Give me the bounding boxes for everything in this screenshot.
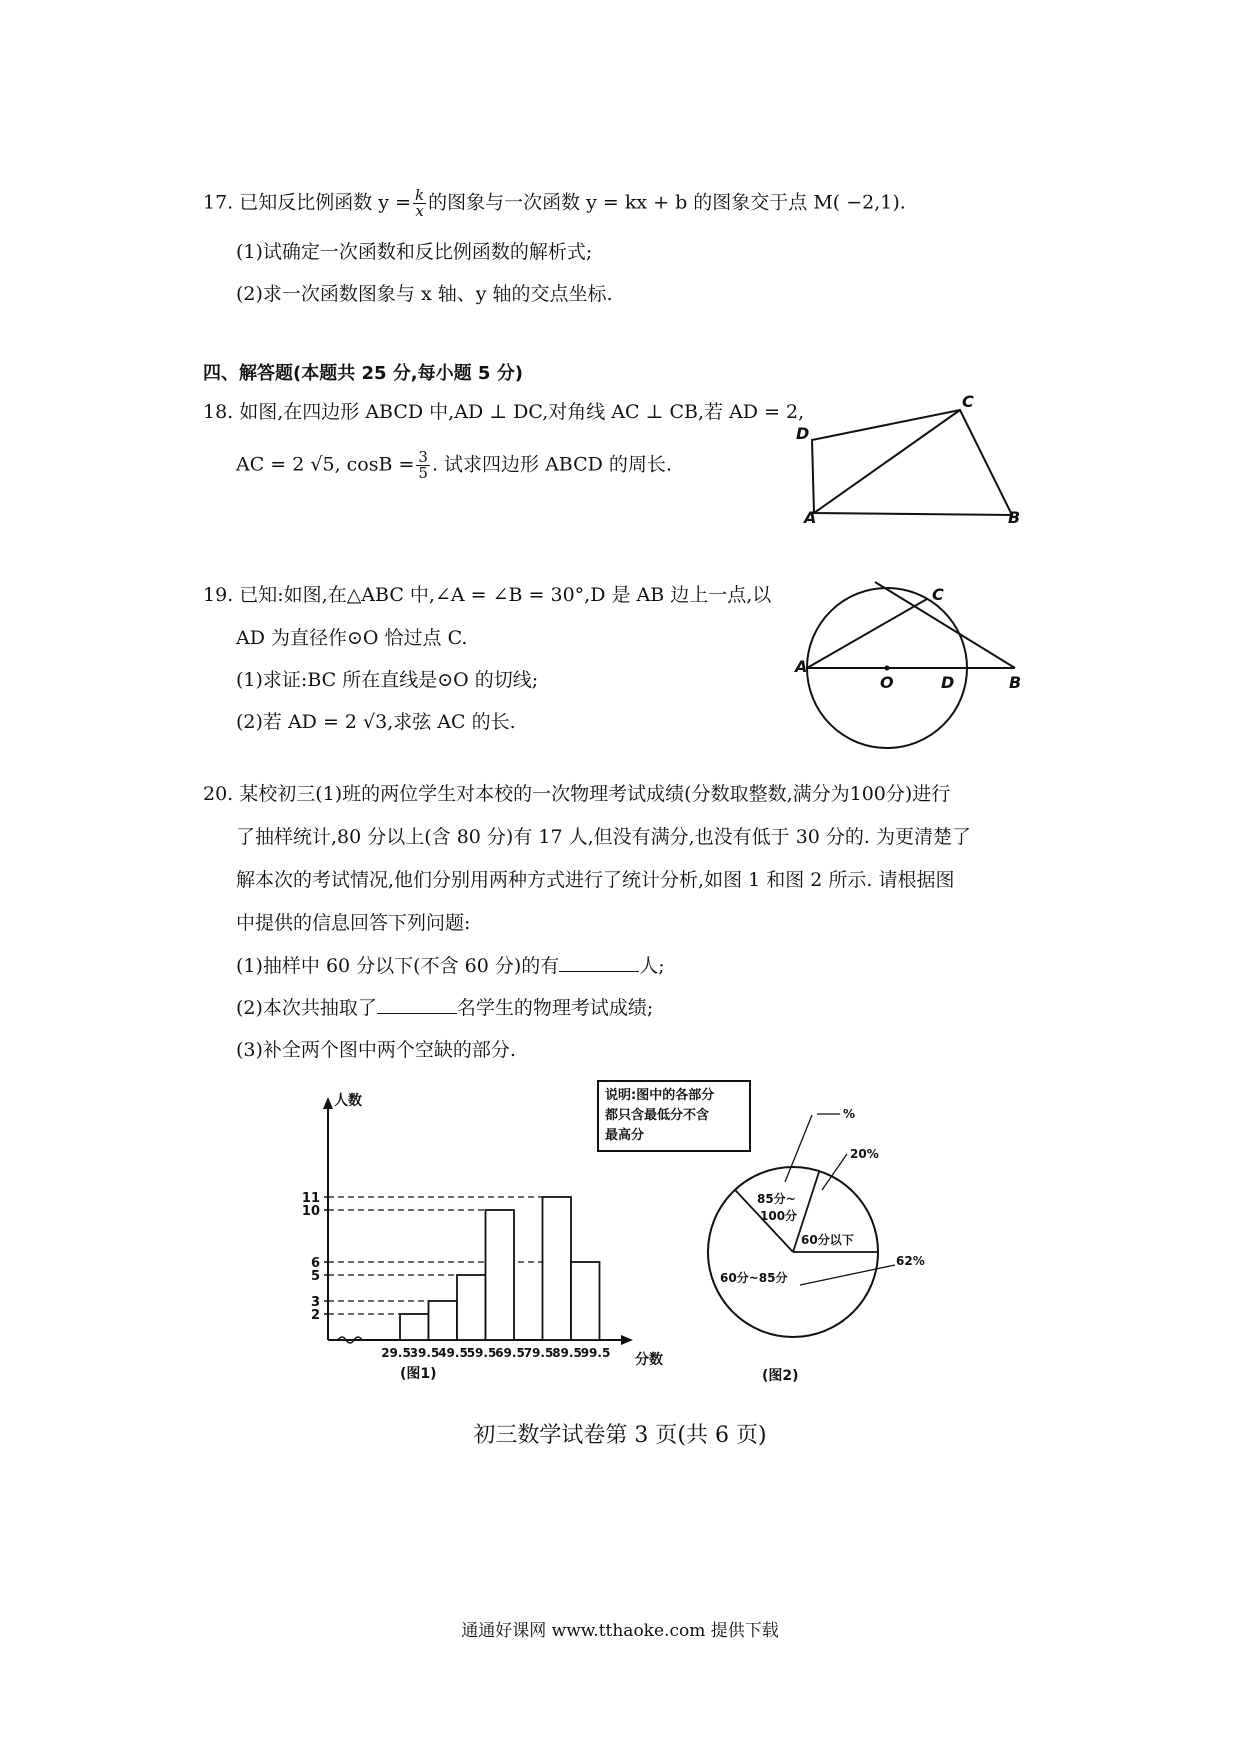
q20-part3: (3)补全两个图中两个空缺的部分.: [236, 1039, 516, 1061]
fraction-3-over-5: [416, 450, 430, 481]
tangent-bc: [875, 582, 1015, 668]
histogram-bar: [571, 1262, 600, 1340]
y-tick-label: 2: [310, 1308, 320, 1323]
q17-mid: 的图象与一次函数 y = kx + b 的图象交于点 M( −2,1).: [428, 191, 906, 214]
label-c: C: [962, 392, 974, 411]
answer-blank-2[interactable]: [377, 997, 457, 1014]
fraction-k-over-x: [413, 188, 426, 219]
q17-line1: [203, 188, 906, 219]
pie-percent-label: %: [843, 1107, 856, 1121]
x-tick-label: 29.5: [381, 1346, 411, 1360]
quadrilateral-figure: [790, 392, 1030, 527]
q20-part1-text: (1)抽样中 60 分以下(不含 60 分)的有: [236, 955, 560, 977]
y-tick-label: 6: [310, 1256, 320, 1271]
q20-part2: [236, 996, 653, 1020]
x-tick-label: 59.5: [466, 1346, 497, 1360]
pie-slice-label: 100分: [760, 1209, 798, 1223]
fraction-numerator: k: [415, 186, 425, 204]
pie-percent-label: 62%: [896, 1254, 925, 1268]
label-c: C: [932, 585, 944, 604]
histogram-bar: [457, 1275, 486, 1340]
x-axis-arrow: [621, 1335, 633, 1345]
x-axis-label: 分数: [635, 1352, 663, 1368]
pie-slice-label: 85分~: [757, 1192, 796, 1206]
y-tick-label: 3: [310, 1295, 320, 1310]
q19-part2: (2)若 AD = 2 √3,求弦 AC 的长.: [236, 711, 516, 733]
x-tick-label: 89.5: [552, 1346, 582, 1360]
q18-line2: [236, 450, 672, 481]
note-line: 最高分: [605, 1128, 645, 1143]
q20-part2-tail: 名学生的物理考试成绩;: [456, 997, 654, 1019]
pie-slice-label: 60分~85分: [720, 1271, 788, 1285]
histogram-chart: [290, 1085, 690, 1405]
x-tick-label: 49.5: [438, 1346, 468, 1360]
y-tick-label: 10: [301, 1204, 320, 1219]
label-o: O: [880, 673, 894, 692]
q19-line2: AD 为直径作⊙O 恰过点 C.: [236, 627, 468, 649]
source-line: 通通好课网 www.tthaoke.com 提供下载: [461, 1621, 779, 1641]
label-b: B: [1008, 508, 1021, 527]
leader-line: [785, 1115, 812, 1182]
histogram-bar: [486, 1210, 515, 1340]
q20-line4: 中提供的信息回答下列问题:: [236, 912, 471, 934]
fraction-denominator: x: [415, 202, 424, 220]
label-d: D: [941, 673, 955, 692]
figure-caption: (图1): [400, 1366, 437, 1382]
circle-tangent-figure: [795, 580, 1035, 750]
label-a: A: [804, 508, 817, 527]
q18-line1: 18. 如图,在四边形 ABCD 中,AD ⊥ DC,对角线 AC ⊥ CB,若 AD = 2,: [203, 401, 805, 423]
leader-line: [800, 1265, 895, 1285]
x-tick-label: 99.5: [580, 1346, 611, 1360]
figure-caption: (图2): [762, 1368, 799, 1384]
q18-given: AC = 2 √5, cosB =: [236, 453, 415, 476]
histogram-bar: [429, 1301, 458, 1340]
y-tick-label: 5: [310, 1269, 320, 1284]
quadrilateral-abcd: [812, 410, 1012, 515]
center-point: [885, 666, 890, 671]
q17-part2: (2)求一次函数图象与 x 轴、y 轴的交点坐标.: [236, 283, 613, 305]
pie-percent-label: 20%: [850, 1147, 879, 1161]
pie-chart: [680, 1107, 960, 1400]
chord-ac: [807, 599, 927, 668]
q17-prefix: 17. 已知反比例函数 y =: [203, 191, 411, 214]
answer-blank-1[interactable]: [559, 955, 639, 972]
q17-part1: (1)试确定一次函数和反比例函数的解析式;: [236, 241, 593, 263]
x-tick-label: 79.5: [523, 1346, 554, 1360]
note-line: 说明:图中的各部分: [605, 1088, 715, 1103]
q19-part1: (1)求证:BC 所在直线是⊙O 的切线;: [236, 669, 539, 691]
q20-line2: 了抽样统计,80 分以上(含 80 分)有 17 人,但没有满分,也没有低于 30 分的. 为更清楚了: [236, 826, 972, 848]
q20-part2-text: (2)本次共抽取了: [236, 997, 377, 1019]
q20-line1: 20. 某校初三(1)班的两位学生对本校的一次物理考试成绩(分数取整数,满分为100分)进行: [203, 783, 951, 805]
q20-part1-unit: 人;: [639, 955, 665, 977]
section-header: 四、解答题(本题共 25 分,每小题 5 分): [203, 363, 523, 384]
pie-slice-label: 60分以下: [801, 1233, 854, 1247]
x-tick-label: 69.5: [495, 1346, 525, 1360]
x-tick-label: 39.5: [409, 1346, 440, 1360]
q19-line1: 19. 已知:如图,在△ABC 中,∠A = ∠B = 30°,D 是 AB 边上一点,以: [203, 584, 772, 606]
q18-ask: . 试求四边形 ABCD 的周长.: [431, 453, 672, 476]
label-a: A: [795, 657, 808, 676]
histogram-bar: [543, 1197, 572, 1340]
histogram-bar: [400, 1314, 429, 1340]
y-axis-label: 人数: [334, 1093, 362, 1109]
q20-line3: 解本次的考试情况,他们分别用两种方式进行了统计分析,如图 1 和图 2 所示. 请根据图: [236, 869, 955, 891]
note-line: 都只含最低分不含: [605, 1108, 710, 1123]
label-d: D: [796, 424, 810, 443]
label-b: B: [1009, 673, 1022, 692]
page-footer: 初三数学试卷第 3 页(共 6 页): [473, 1423, 767, 1448]
fraction-numerator: 3: [418, 448, 428, 466]
y-tick-label: 11: [301, 1191, 320, 1206]
q20-part1: [236, 954, 665, 978]
fraction-denominator: 5: [418, 464, 428, 482]
y-axis-arrow: [323, 1097, 333, 1109]
